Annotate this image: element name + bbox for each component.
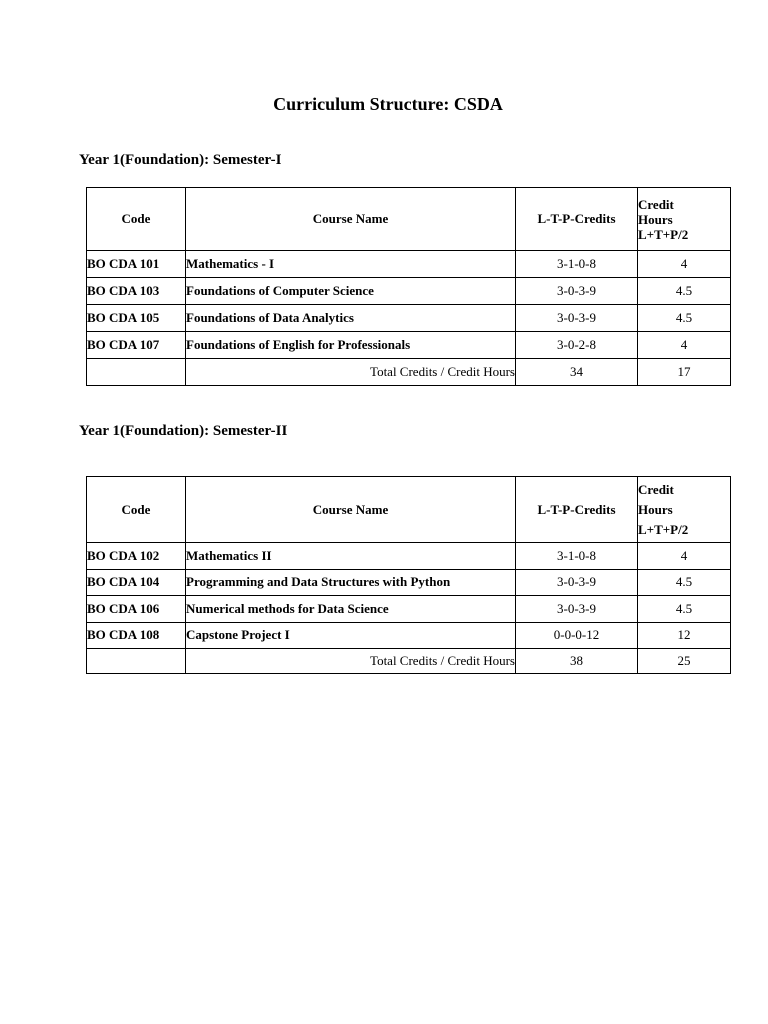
course-name: Capstone Project I xyxy=(186,622,516,649)
course-code: BO CDA 108 xyxy=(87,622,186,649)
column-header-code: Code xyxy=(87,188,186,251)
course-code: BO CDA 105 xyxy=(87,305,186,332)
credit-hours-line-1: Credit xyxy=(638,196,674,212)
table-header-row xyxy=(87,188,731,251)
semester-2-heading: Year 1(Foundation): Semester-II xyxy=(79,423,288,439)
course-code: BO CDA 104 xyxy=(87,569,186,596)
course-ltp-credits: 3-0-3-9 xyxy=(516,305,638,332)
course-credit-hours: 4 xyxy=(638,332,731,359)
course-name: Mathematics II xyxy=(186,543,516,570)
total-row xyxy=(87,359,731,386)
total-credit-hours: 25 xyxy=(638,649,731,674)
course-code: BO CDA 107 xyxy=(87,332,186,359)
course-credit-hours: 12 xyxy=(638,622,731,649)
table-row xyxy=(87,251,731,278)
column-header-ltp-credits: L-T-P-Credits xyxy=(516,477,638,543)
course-credit-hours: 4 xyxy=(638,251,731,278)
column-header-ltp-credits: L-T-P-Credits xyxy=(516,188,638,251)
course-code: BO CDA 103 xyxy=(87,278,186,305)
table-row xyxy=(87,622,731,649)
course-credit-hours: 4.5 xyxy=(638,596,731,623)
total-label: Total Credits / Credit Hours xyxy=(186,649,516,674)
course-name: Mathematics - I xyxy=(186,251,516,278)
column-header-code: Code xyxy=(87,477,186,543)
table-row xyxy=(87,596,731,623)
course-credit-hours: 4.5 xyxy=(638,305,731,332)
credit-hours-line-2: Hours xyxy=(638,501,673,517)
total-credits: 38 xyxy=(516,649,638,674)
course-ltp-credits: 3-1-0-8 xyxy=(516,543,638,570)
column-header-course-name: Course Name xyxy=(186,188,516,251)
credit-hours-line-2: Hours xyxy=(638,211,673,227)
course-code: BO CDA 106 xyxy=(87,596,186,623)
credit-hours-line-1: Credit xyxy=(638,481,674,497)
course-credit-hours: 4.5 xyxy=(638,569,731,596)
course-ltp-credits: 3-0-3-9 xyxy=(516,278,638,305)
document-title: Curriculum Structure: CSDA xyxy=(273,94,503,114)
column-header-credit-hours xyxy=(638,188,731,251)
course-credit-hours: 4 xyxy=(638,543,731,570)
course-name: Foundations of English for Professionals xyxy=(186,332,516,359)
column-header-course-name: Course Name xyxy=(186,477,516,543)
course-name: Foundations of Computer Science xyxy=(186,278,516,305)
table-row xyxy=(87,332,731,359)
total-empty-cell xyxy=(87,649,186,674)
semester-2-table xyxy=(86,476,731,674)
course-ltp-credits: 3-0-3-9 xyxy=(516,596,638,623)
credit-hours-line-3: L+T+P/2 xyxy=(638,226,689,242)
semester-1-heading: Year 1(Foundation): Semester-I xyxy=(79,152,282,168)
course-ltp-credits: 3-0-3-9 xyxy=(516,569,638,596)
course-code: BO CDA 102 xyxy=(87,543,186,570)
table-row xyxy=(87,305,731,332)
course-credit-hours: 4.5 xyxy=(638,278,731,305)
total-empty-cell xyxy=(87,359,186,386)
course-name: Programming and Data Structures with Python xyxy=(186,569,516,596)
total-credits: 34 xyxy=(516,359,638,386)
column-header-credit-hours xyxy=(638,477,731,543)
course-name: Foundations of Data Analytics xyxy=(186,305,516,332)
course-ltp-credits: 0-0-0-12 xyxy=(516,622,638,649)
total-credit-hours: 17 xyxy=(638,359,731,386)
table-row xyxy=(87,569,731,596)
credit-hours-line-3: L+T+P/2 xyxy=(638,521,689,537)
total-label: Total Credits / Credit Hours xyxy=(186,359,516,386)
table-row xyxy=(87,543,731,570)
course-name: Numerical methods for Data Science xyxy=(186,596,516,623)
course-ltp-credits: 3-0-2-8 xyxy=(516,332,638,359)
table-row xyxy=(87,278,731,305)
semester-1-table xyxy=(86,187,731,386)
course-ltp-credits: 3-1-0-8 xyxy=(516,251,638,278)
course-code: BO CDA 101 xyxy=(87,251,186,278)
total-row xyxy=(87,649,731,674)
table-header-row xyxy=(87,477,731,543)
